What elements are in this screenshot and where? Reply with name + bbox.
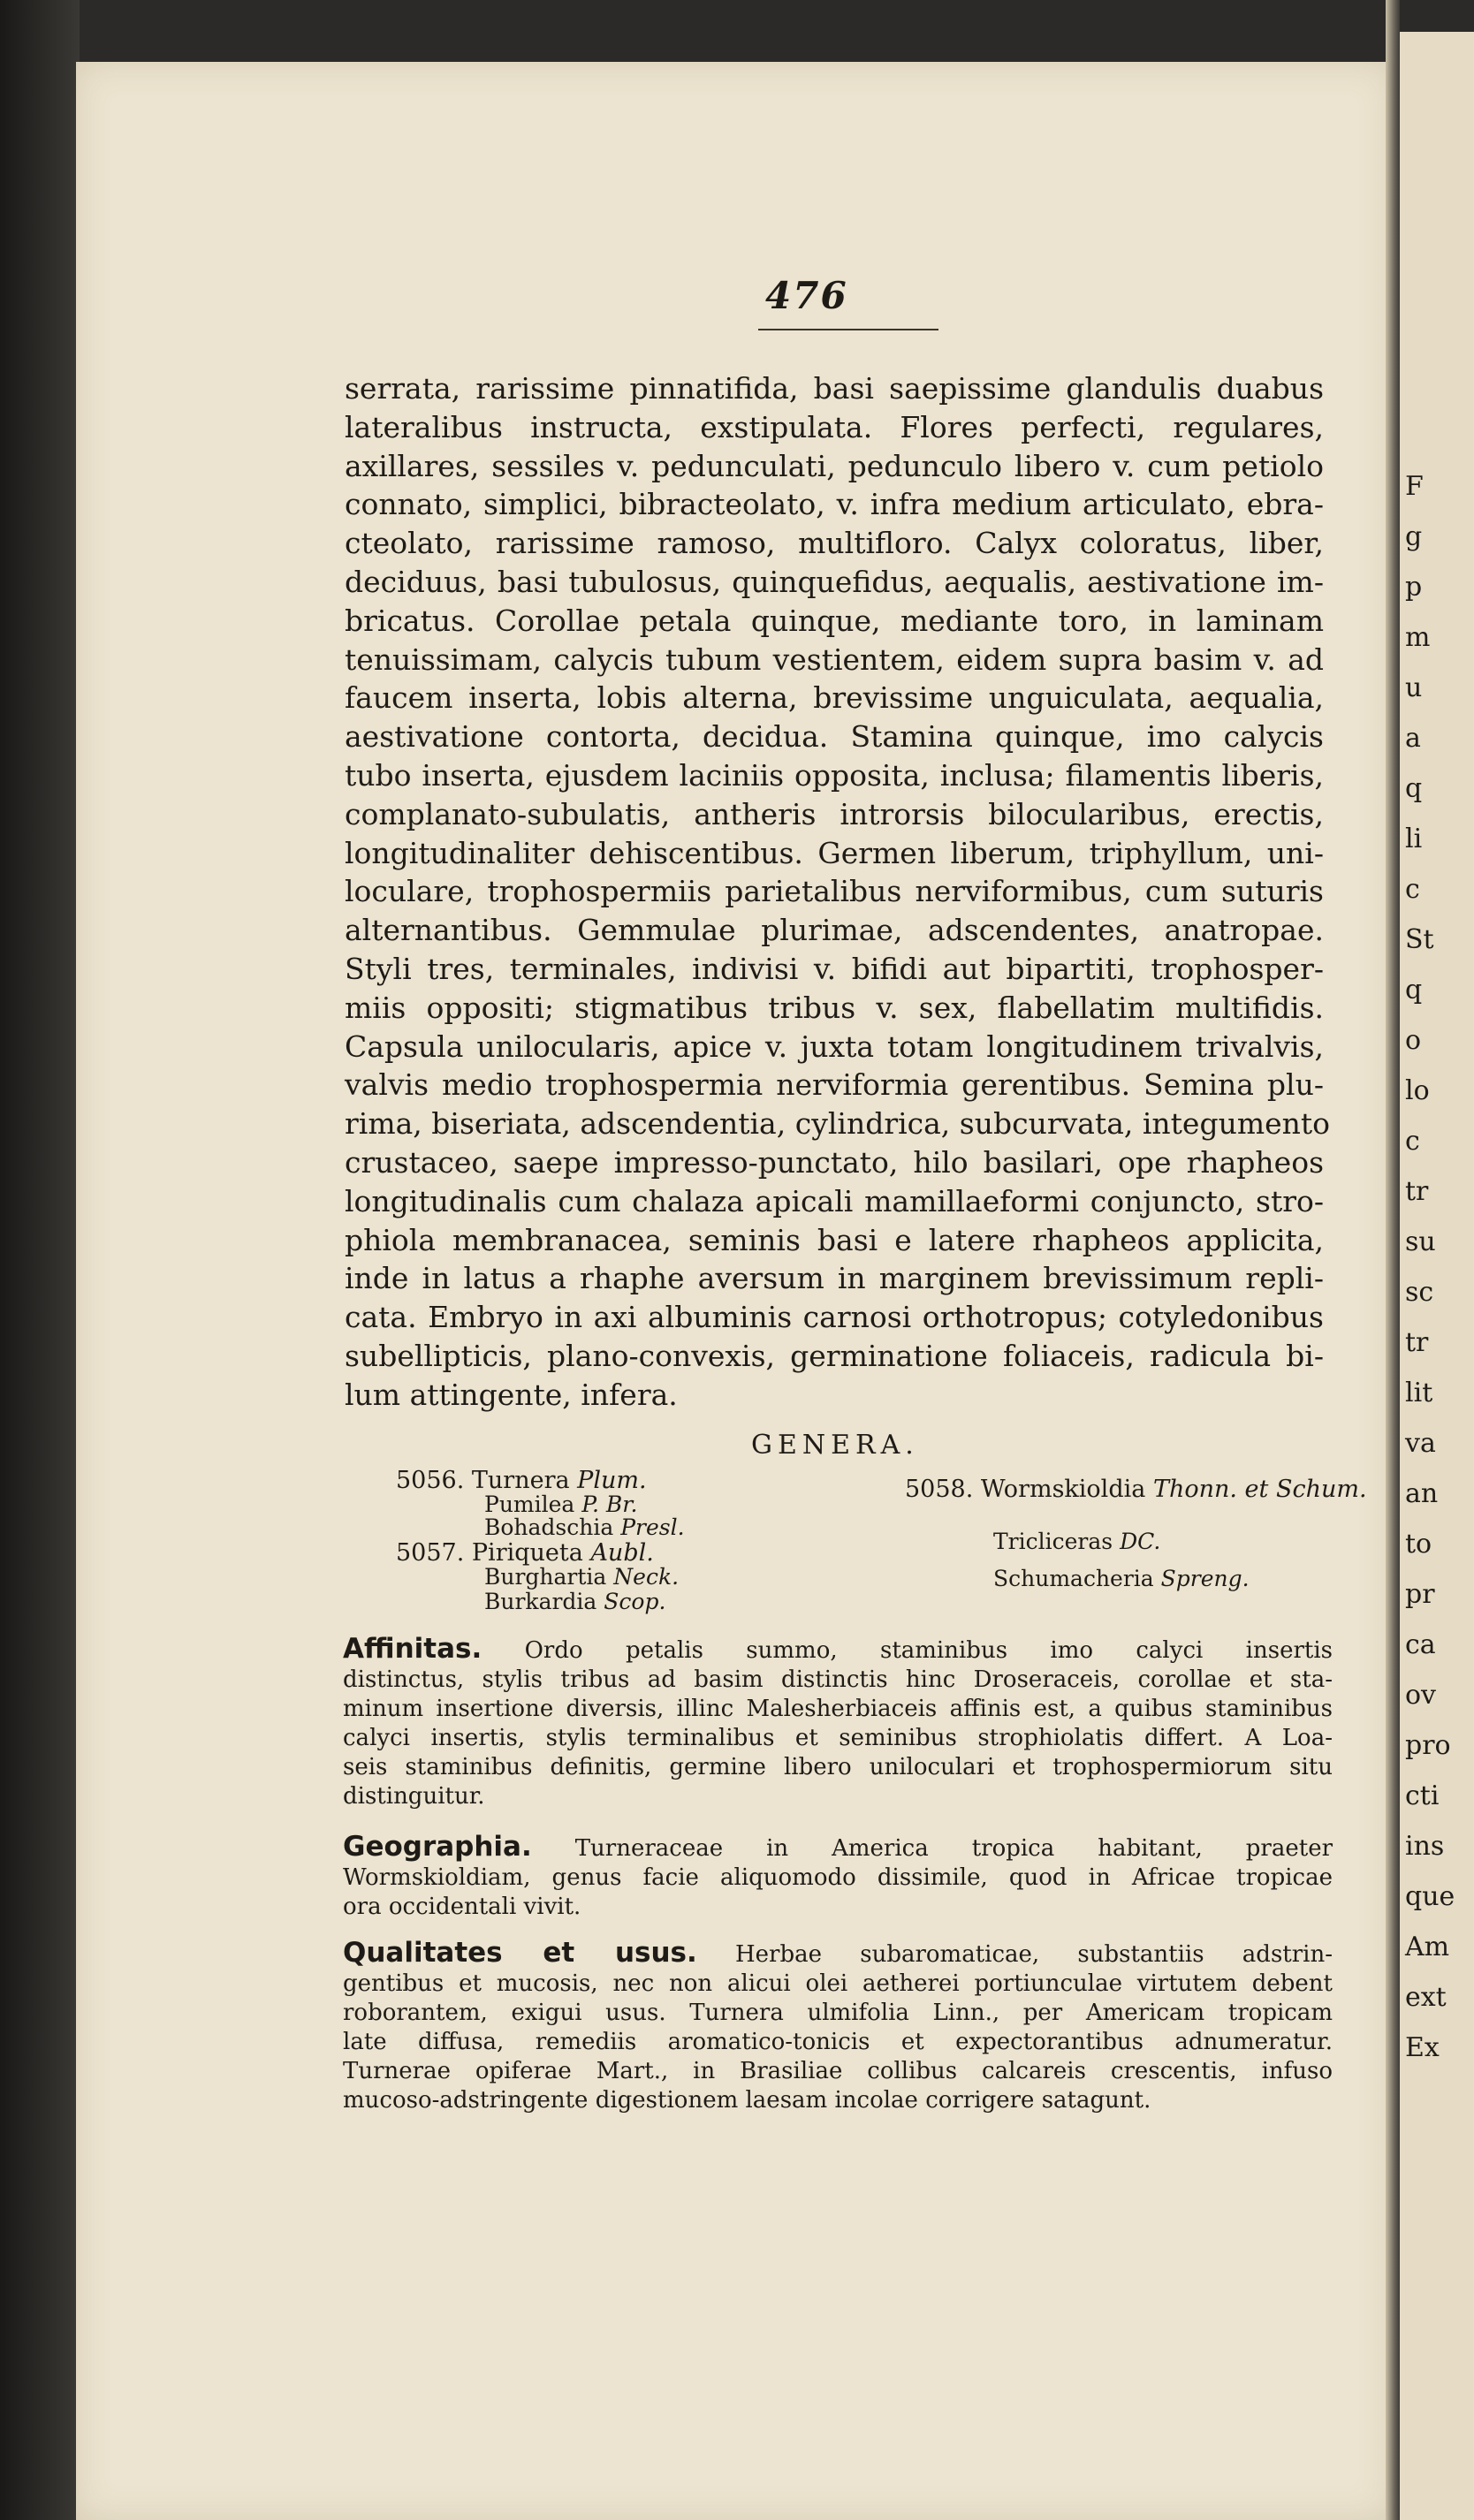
genera-title: GENERA. (751, 1430, 919, 1461)
geographia-text: Wormskioldiam, genus facie aliquomodo dissimile, quod in Africae tropicae (343, 1864, 1333, 1891)
genus-number: 5058. (905, 1476, 981, 1503)
qualitates-text: roborantem, exigui usus. Turnera ulmifolia Linn., per Americam tropicam (343, 2000, 1333, 2026)
genus-name: Bohadschia (484, 1514, 614, 1540)
genus-author: Presl. (620, 1514, 685, 1540)
genus-entry (396, 1539, 654, 1567)
next-page-fragment: tr (1405, 1327, 1429, 1358)
genus-author: Plum. (577, 1467, 647, 1494)
qualitates-line (343, 1999, 1333, 2028)
description-line: lateralibus instructa, exstipulata. Flores perfecti, regulares, (345, 409, 1324, 444)
affinitas-text: distinguitur. (343, 1783, 485, 1810)
next-page-fragment: F (1405, 471, 1424, 502)
geographia-heading: Geographia. (343, 1831, 532, 1863)
next-page-fragment: lo (1405, 1075, 1430, 1106)
next-page-fragment: q (1405, 975, 1423, 1006)
affinitas-text: calyci insertis, stylis terminalibus et seminibus strophiolatis differt. A Loa- (343, 1725, 1333, 1751)
affinitas-text: seis staminibus definitis, germine libero uniloculari et trophospermiorum situ (343, 1754, 1333, 1780)
next-page-fragment: pro (1405, 1730, 1451, 1761)
description-line: bricatus. Corollae petala quinque, mediante toro, in laminam (345, 603, 1324, 638)
header-rule (758, 329, 938, 330)
qualitates-line (343, 1970, 1333, 1999)
book-gutter (1386, 0, 1400, 2520)
affinitas-section (343, 1635, 1333, 1811)
genus-author: DC. (1120, 1529, 1161, 1554)
description-line: longitudinaliter dehiscentibus. Germen liberum, triphyllum, uni- (345, 835, 1324, 870)
genus-entry (484, 1514, 685, 1540)
description-line: valvis medio trophospermia nerviformia gerentibus. Semina plu- (345, 1067, 1324, 1103)
genus-entry (484, 1492, 637, 1517)
geographia-line (343, 1863, 1333, 1893)
description-line: serrata, rarissime pinnatifida, basi saepissime glandulis duabus (345, 371, 1324, 406)
description-line: rima, biseriata, adscendentia, cylindrica, subcurvata, integumento (345, 1106, 1331, 1142)
description-line: deciduus, basi tubulosus, quinquefidus, aequalis, aestivatione im- (345, 564, 1324, 599)
next-page-fragment: sc (1405, 1277, 1434, 1308)
next-page-fragment: Ex (1405, 2032, 1440, 2063)
description-line: cteolato, rarissime ramoso, multifloro. Calyx coloratus, liber, (345, 526, 1324, 561)
next-page-fragment: to (1405, 1529, 1432, 1560)
genus-entry (993, 1566, 1250, 1591)
next-page-fragment: ov (1405, 1680, 1437, 1711)
genus-name: Turnera (471, 1467, 570, 1494)
qualitates-line (343, 1939, 1333, 1970)
description-line: longitudinalis cum chalaza apicali mamillaeformi conjuncto, stro- (345, 1183, 1324, 1218)
geographia-section (343, 1833, 1333, 1922)
next-page-fragment: va (1405, 1428, 1436, 1459)
description-line: axillares, sessiles v. pedunculati, pedunculo libero v. cum petiolo (345, 448, 1324, 483)
next-page-fragment: c (1405, 1126, 1420, 1157)
description-line: subellipticis, plano-convexis, germinatione foliaceis, radicula bi- (345, 1338, 1324, 1373)
genus-entry (396, 1467, 647, 1494)
genus-number: 5056. (396, 1467, 472, 1494)
genus-number: 5057. (396, 1539, 472, 1567)
description-line: loculare, trophospermiis parietalibus nerviformibus, cum suturis (345, 874, 1324, 909)
affinitas-text: minum insertione diversis, illinc Malesherbiaceis affinis est, a quibus staminibus (343, 1696, 1333, 1722)
affinitas-line (343, 1695, 1333, 1724)
description-line: alternantibus. Gemmulae plurimae, adscendentes, anatropae. (345, 913, 1324, 948)
qualitates-line (343, 2086, 1333, 2115)
affinitas-text: Ordo petalis summo, staminibus imo calyci insertis (524, 1637, 1333, 1664)
description-line: tubo inserta, ejusdem laciniis opposita, inclusa; filamentis liberis, (345, 757, 1324, 793)
genus-name: Pumilea (484, 1492, 575, 1517)
qualitates-text: gentibus et mucosis, nec non alicui olei aetherei portiunculae virtutem debent (343, 1970, 1333, 1997)
description-line: Capsula unilocularis, apice v. juxta totam longitudinem trivalvis, (345, 1028, 1324, 1064)
genus-entry (905, 1476, 1367, 1503)
description-line: complanato-subulatis, antheris introrsis bilocularibus, erectis, (345, 796, 1324, 831)
family-description (345, 369, 1331, 1415)
affinitas-heading: Affinitas. (343, 1633, 482, 1665)
next-page-fragment: ext (1405, 1982, 1447, 2013)
affinitas-line (343, 1753, 1333, 1782)
affinitas-text: distinctus, stylis tribus ad basim distinctis hinc Droseraceis, corollae et sta- (343, 1666, 1333, 1693)
description-line: faucem inserta, lobis alterna, brevissime unguiculata, aequalia, (345, 680, 1324, 716)
geographia-text: ora occidentali vivit. (343, 1894, 581, 1920)
qualitates-line (343, 2028, 1333, 2057)
qualitates-text: Turnerae opiferae Mart., in Brasiliae collibus calcareis crescentis, infuso (343, 2058, 1333, 2084)
next-page-edge (1400, 32, 1474, 2520)
genus-name: Burkardia (484, 1589, 597, 1614)
qualitates-heading: Qualitates et usus. (343, 1937, 697, 1969)
genus-entry (484, 1564, 679, 1590)
next-page-fragment: c (1405, 874, 1420, 905)
affinitas-line (343, 1782, 1333, 1811)
genus-name: Wormskioldia (980, 1476, 1146, 1503)
geographia-line (343, 1833, 1333, 1863)
genus-name: Burghartia (484, 1564, 607, 1590)
affinitas-line (343, 1724, 1333, 1753)
next-page-fragment: g (1405, 521, 1423, 552)
description-line: miis oppositi; stigmatibus tribus v. sex, flabellatim multifidis. (345, 990, 1324, 1025)
description-line: tenuissimam, calycis tubum vestientem, eidem supra basim v. ad (345, 641, 1324, 677)
genus-author: Scop. (604, 1589, 666, 1614)
affinitas-line (343, 1635, 1333, 1666)
next-page-fragment: m (1405, 622, 1431, 653)
next-page-fragment: u (1405, 672, 1423, 703)
qualitates-section (343, 1939, 1333, 2115)
qualitates-text: late diffusa, remediis aromatico-tonicis et expectorantibus adnumeratur. (343, 2029, 1333, 2055)
description-line: crustaceo, saepe impresso-punctato, hilo basilari, ope rhapheos (345, 1144, 1324, 1180)
description-line: lum attingente, infera. (345, 1377, 678, 1412)
description-line: aestivatione contorta, decidua. Stamina quinque, imo calycis (345, 719, 1324, 755)
next-page-fragment: q (1405, 773, 1423, 804)
next-page-fragment: ca (1405, 1629, 1436, 1660)
genus-author: Aubl. (590, 1539, 654, 1567)
genus-author: P. Br. (581, 1492, 638, 1517)
next-page-fragment: o (1405, 1025, 1422, 1056)
page-number: 476 (765, 274, 848, 317)
geographia-line (343, 1893, 1333, 1922)
next-page-fragment: su (1405, 1226, 1436, 1257)
genus-author: Neck. (613, 1564, 680, 1590)
qualitates-line (343, 2057, 1333, 2086)
description-line: cata. Embryo in axi albuminis carnosi orthotropus; cotyledonibus (345, 1300, 1324, 1335)
genus-author: Thonn. et Schum. (1152, 1476, 1367, 1503)
next-page-fragment: pr (1405, 1579, 1435, 1610)
genus-entry (993, 1529, 1160, 1554)
genus-name: Tricliceras (993, 1529, 1113, 1554)
next-page-fragment: que (1405, 1881, 1455, 1912)
next-page-fragment: an (1405, 1478, 1439, 1509)
next-page-fragment: St (1405, 924, 1434, 955)
qualitates-text: Herbae subaromaticae, substantiis adstrin- (735, 1941, 1333, 1968)
book-shadow-left (0, 0, 80, 2520)
description-line: Styli tres, terminales, indivisi v. bifidi aut bipartiti, trophosper- (345, 951, 1324, 986)
next-page-fragment: li (1405, 824, 1423, 854)
genus-entry (484, 1589, 665, 1614)
genus-name: Schumacheria (993, 1566, 1154, 1591)
next-page-fragment: cti (1405, 1780, 1440, 1811)
genus-name: Piriqueta (471, 1539, 583, 1567)
geographia-text: Turneraceae in America tropica habitant, praeter (574, 1835, 1333, 1862)
next-page-fragment: a (1405, 723, 1421, 754)
next-page-fragment: tr (1405, 1176, 1429, 1207)
affinitas-line (343, 1666, 1333, 1695)
description-line: connato, simplici, bibracteolato, v. infra medium articulato, ebra- (345, 487, 1324, 522)
next-page-fragment: p (1405, 572, 1423, 603)
description-line: phiola membranacea, seminis basi e latere rhapheos applicita, (345, 1222, 1324, 1257)
description-line: inde in latus a rhaphe aversum in marginem brevissimum repli- (345, 1261, 1324, 1296)
genus-author: Spreng. (1160, 1566, 1250, 1591)
qualitates-text: mucoso-adstringente digestionem laesam incolae corrigere satagunt. (343, 2087, 1151, 2114)
next-page-fragment: lit (1405, 1378, 1433, 1408)
next-page-fragment: Am (1405, 1932, 1450, 1962)
next-page-fragment: ins (1405, 1831, 1445, 1862)
